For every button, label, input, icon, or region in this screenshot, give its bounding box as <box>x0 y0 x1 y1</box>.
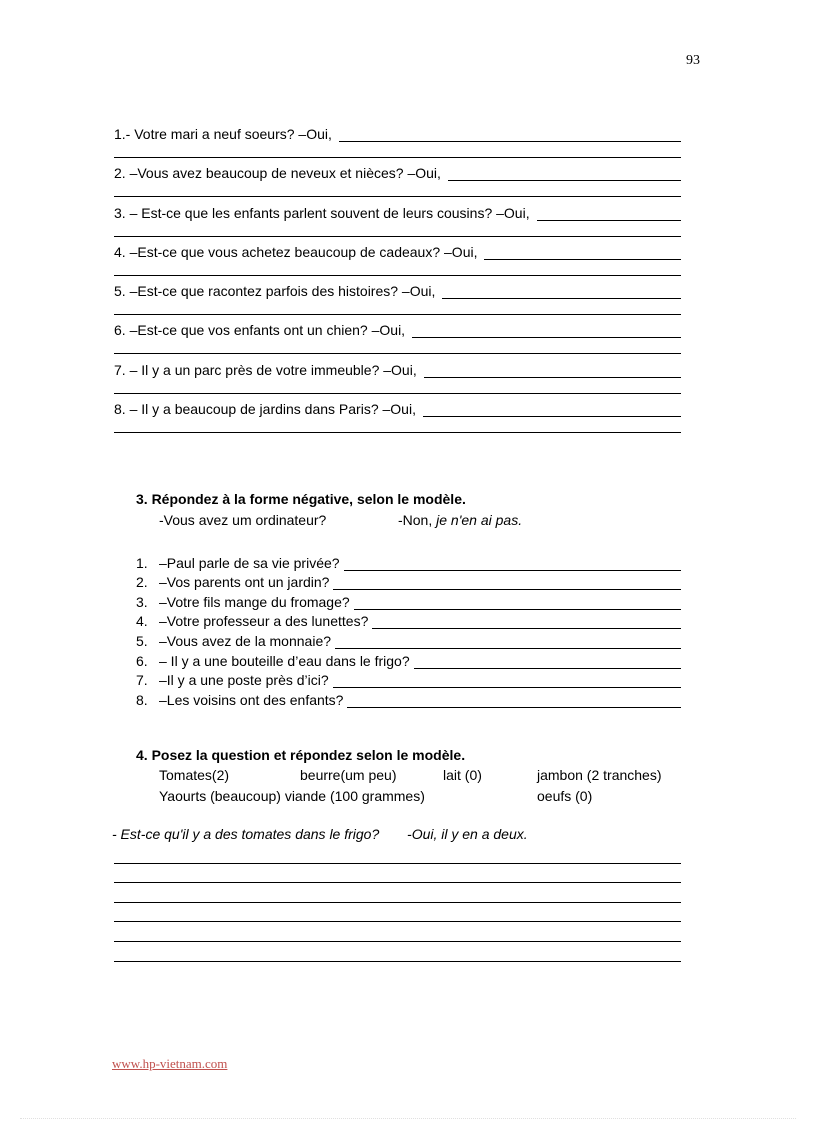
answer-line[interactable] <box>114 844 681 864</box>
exercise-4-heading: 4. Posez la question et répondez selon le modèle. <box>136 747 466 763</box>
question-text: 1.- Votre mari a neuf soeurs? –Oui, <box>114 126 332 142</box>
food-item: beurre(um peu) <box>300 767 397 783</box>
exercise-item <box>114 122 681 161</box>
answer-line[interactable] <box>114 142 681 158</box>
exercise-item <box>114 240 681 279</box>
answer-line[interactable] <box>114 181 681 197</box>
model-answer <box>398 512 522 528</box>
food-item: jambon (2 tranches) <box>537 767 662 783</box>
example-question: - Est-ce qu'il y a des tomates dans le frigo? <box>112 826 380 842</box>
item-number: 3. <box>136 593 148 610</box>
answer-blank[interactable] <box>442 283 681 299</box>
question-text: 4. –Est-ce que vous achetez beaucoup de cadeaux? –Oui, <box>114 243 478 260</box>
model-answer-italic: je n'en ai pas. <box>436 512 523 528</box>
answer-line[interactable] <box>114 942 681 962</box>
answer-blank[interactable] <box>333 575 681 590</box>
question-text: 2. –Vous avez beaucoup de neveux et nièces? –Oui, <box>114 165 441 182</box>
example-sentence <box>112 826 528 842</box>
exercise-item <box>114 397 681 436</box>
answer-blank[interactable] <box>484 244 681 260</box>
answer-blank[interactable] <box>354 595 681 610</box>
exercise-3-list <box>136 551 681 708</box>
item-number: 4. <box>136 613 148 630</box>
item-number: 2. <box>136 574 148 591</box>
answer-line[interactable] <box>114 260 681 276</box>
item-number: 1. <box>136 554 148 571</box>
food-item: lait (0) <box>443 767 482 783</box>
answer-blank[interactable] <box>333 673 681 688</box>
exercise-4-answer-lines <box>114 844 681 962</box>
answer-line[interactable] <box>114 864 681 884</box>
answer-blank[interactable] <box>414 654 681 669</box>
answer-blank[interactable] <box>339 126 681 142</box>
list-item <box>136 688 681 708</box>
answer-line[interactable] <box>114 299 681 315</box>
answer-blank[interactable] <box>537 205 681 221</box>
example-answer: -Oui, il y en a deux. <box>407 826 528 842</box>
list-item <box>136 551 681 571</box>
answer-blank[interactable] <box>335 634 681 649</box>
list-item <box>136 669 681 689</box>
list-item <box>136 610 681 630</box>
model-answer-prefix: -Non, <box>398 512 433 528</box>
list-item <box>136 649 681 669</box>
food-item: oeufs (0) <box>537 788 593 804</box>
exercise-item <box>114 318 681 357</box>
list-item <box>136 629 681 649</box>
answer-blank[interactable] <box>372 614 681 629</box>
page-number: 93 <box>686 53 700 68</box>
question-text: 6. –Est-ce que vos enfants ont un chien? –Oui, <box>114 322 406 339</box>
answer-line[interactable] <box>114 221 681 237</box>
page-bottom-divider <box>20 1118 796 1119</box>
item-text: –Vos parents ont un jardin? <box>159 574 330 591</box>
question-text: 8. – Il y a beaucoup de jardins dans Paris? –Oui, <box>114 401 416 418</box>
answer-blank[interactable] <box>347 693 681 708</box>
item-number: 5. <box>136 632 148 649</box>
item-text: –Votre fils mange du fromage? <box>159 593 350 610</box>
answer-blank[interactable] <box>424 362 681 378</box>
food-item: Tomates(2) <box>159 767 230 783</box>
answer-line[interactable] <box>114 922 681 942</box>
item-text: –Il y a une poste près d’ici? <box>159 672 329 689</box>
question-text: 3. – Est-ce que les enfants parlent souvent de leurs cousins? –Oui, <box>114 204 530 221</box>
list-item <box>136 571 681 591</box>
footer-website-link[interactable]: www.hp-vietnam.com <box>112 1056 228 1071</box>
exercise-2-list <box>114 122 681 436</box>
item-number: 6. <box>136 652 148 669</box>
answer-line[interactable] <box>114 378 681 394</box>
item-text: –Paul parle de sa vie privée? <box>159 554 340 571</box>
food-item: Yaourts (beaucoup) viande (100 grammes) <box>159 788 425 804</box>
answer-line[interactable] <box>114 883 681 903</box>
item-text: –Vous avez de la monnaie? <box>159 632 332 649</box>
answer-blank[interactable] <box>344 556 681 571</box>
exercise-item <box>114 279 681 318</box>
item-text: – Il y a une bouteille d’eau dans le frigo? <box>159 652 410 669</box>
answer-blank[interactable] <box>448 165 681 181</box>
item-number: 7. <box>136 672 148 689</box>
model-question: -Vous avez um ordinateur? <box>159 512 327 528</box>
exercise-item <box>114 358 681 397</box>
question-text: 5. –Est-ce que racontez parfois des histoires? –Oui, <box>114 283 436 300</box>
list-item <box>136 590 681 610</box>
answer-line[interactable] <box>114 338 681 354</box>
exercise-item <box>114 161 681 200</box>
exercise-item <box>114 201 681 240</box>
item-number: 8. <box>136 691 148 708</box>
question-text: 7. – Il y a un parc près de votre immeuble? –Oui, <box>114 361 417 378</box>
answer-blank[interactable] <box>412 322 681 338</box>
item-text: –Les voisins ont des enfants? <box>159 691 344 708</box>
answer-blank[interactable] <box>423 401 681 417</box>
exercise-3-heading: 3. Répondez à la forme négative, selon le modèle. <box>136 491 466 507</box>
answer-line[interactable] <box>114 417 681 433</box>
answer-line[interactable] <box>114 903 681 923</box>
item-text: –Votre professeur a des lunettes? <box>159 613 369 630</box>
